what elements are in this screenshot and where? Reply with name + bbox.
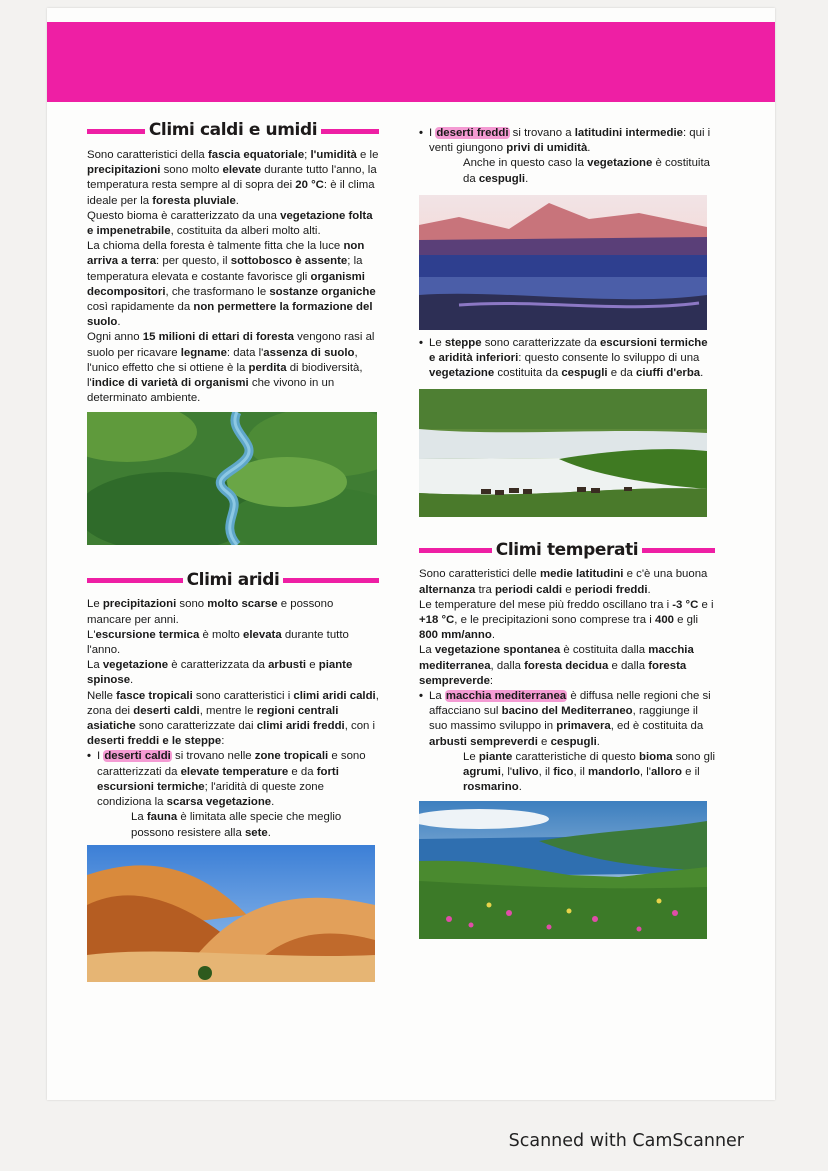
paragraph: La vegetazione spontanea è costituita dalla macchia mediterranea, dalla foresta decidua e dalla foresta sempreverde: bbox=[419, 644, 694, 687]
heading-text: Climi aridi bbox=[186, 569, 280, 590]
paragraph: La chioma della foresta è talmente fitta che la luce non arriva a terra: per questo, il sottobosco è assente; la temperatura elevata e costante favorisce gli organismi decompositori, che trasformano le sostanze organiche così rapidamente da non permettere la formazione del suolo. bbox=[87, 240, 376, 329]
heading-rule bbox=[419, 548, 492, 553]
paragraph: Le temperature del mese più freddo oscillano tra i -3 °C e i +18 °C, e le precipitazioni sono comprese tra i 400 e gli 800 mm/anno. bbox=[419, 598, 714, 642]
heading-rule bbox=[283, 578, 379, 583]
steppe-grassland-photo bbox=[419, 389, 707, 517]
section-heading-caldi-umidi bbox=[87, 120, 379, 142]
paragraph: Sono caratteristici delle medie latitudini e c'è una buona alternanza tra periodi caldi e periodi freddi. bbox=[419, 568, 708, 596]
header-band bbox=[47, 22, 775, 102]
document-page bbox=[47, 8, 775, 1100]
paragraph: Le precipitazioni sono molto scarse e possono mancare per anni. bbox=[87, 598, 334, 626]
bullet-icon: • bbox=[419, 690, 423, 703]
scanner-watermark: Scanned with CamScanner bbox=[508, 1131, 744, 1151]
mediterranean-coast-photo bbox=[419, 801, 707, 939]
paragraph: Anche in questo caso la vegetazione è costituita da cespugli. bbox=[463, 157, 710, 185]
bullet-icon: • bbox=[87, 750, 91, 763]
list-item: • Le steppe sono caratterizzate da escursioni termiche e aridità inferiori: questo consente lo sviluppo di una vegetazione costituita da cespugli e da ciuffi d'erba. bbox=[419, 336, 715, 382]
heading-text: Climi caldi e umidi bbox=[148, 120, 318, 141]
cold-desert-lake-photo bbox=[419, 195, 707, 330]
list-item: • La macchia mediterranea è diffusa nelle regioni che si affacciano sul bacino del Mediterraneo, raggiunge il suo massimo sviluppo in primavera, ed è costituita da arbusti sempreverdi e cespugli. bbox=[419, 689, 715, 750]
left-column bbox=[87, 120, 379, 982]
paragraph: La fauna è limitata alle specie che meglio possono resistere alla sete. bbox=[131, 811, 342, 839]
paragraph: L'escursione termica è molto elevata durante tutto l'anno. bbox=[87, 628, 349, 657]
list-item: • I deserti freddi si trovano a latitudini intermedie: qui i venti giungono privi di umidità. bbox=[419, 126, 715, 156]
paragraph: Ogni anno 15 milioni di ettari di foresta vengono rasi al suolo per ricavare legname: data l'assenza di suolo, l'unico effetto che si ottiene è la perdita di biodiversità, l'indice di varietà di organismi che vivono in un determinato ambiente. bbox=[87, 331, 375, 405]
heading-text: Climi temperati bbox=[495, 539, 639, 560]
heading-rule bbox=[321, 129, 379, 134]
heading-rule bbox=[87, 578, 183, 583]
paragraph: Questo bioma è caratterizzato da una vegetazione folta e impenetrabile, costituita da alberi molto alti. bbox=[87, 209, 373, 238]
paragraph: Le piante caratteristiche di questo bioma sono gli agrumi, l'ulivo, il fico, il mandorlo, l'alloro e il rosmarino. bbox=[463, 750, 716, 794]
section-heading-aridi bbox=[87, 569, 379, 591]
list-item: • I deserti caldi si trovano nelle zone tropicali e sono caratterizzati da elevate temperature e da forti escursioni termiche; l'aridità di queste zone condiziona la scarsa vegetazione. bbox=[87, 749, 379, 810]
paragraph: Sono caratteristici della fascia equatoriale; l'umidità e le precipitazioni sono molto elevate durante tutto l'anno, la temperatura resta sempre al di sopra dei 20 °C: è il clima ideale per la foresta pluviale. bbox=[87, 149, 379, 207]
heading-rule bbox=[642, 548, 715, 553]
paragraph: La vegetazione è caratterizzata da arbusti e piante spinose. bbox=[87, 659, 353, 687]
paragraph: Nelle fasce tropicali sono caratteristici i climi aridi caldi, zona dei deserti caldi, mentre le regioni centrali asiatiche sono caratterizzate dai climi aridi freddi, con i deserti freddi e le steppe: bbox=[87, 689, 379, 748]
section-heading-temperati bbox=[419, 539, 715, 561]
rainforest-river-photo bbox=[87, 412, 377, 545]
bullet-icon: • bbox=[419, 127, 423, 139]
right-column bbox=[419, 126, 715, 939]
desert-dunes-photo bbox=[87, 845, 375, 982]
bullet-icon: • bbox=[419, 336, 423, 349]
heading-rule bbox=[87, 129, 145, 134]
